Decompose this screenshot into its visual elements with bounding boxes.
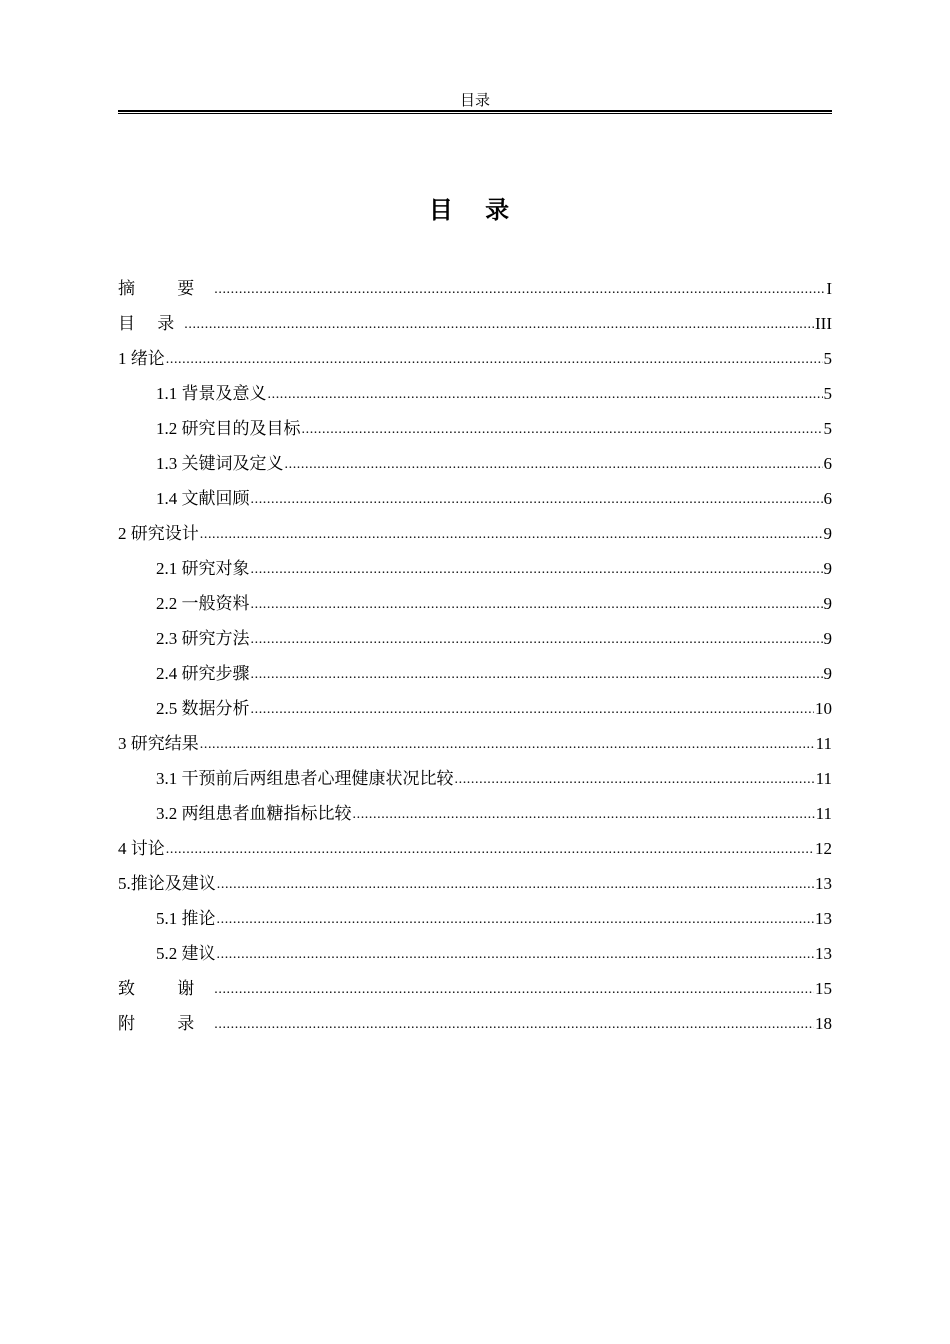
- toc-entry-page: 5: [823, 384, 832, 403]
- toc-entry-page: 5: [823, 349, 832, 368]
- toc-entry-page: 6: [823, 454, 832, 473]
- toc-dot-leader: [455, 765, 815, 793]
- header-rule: [118, 110, 832, 112]
- toc-entry-label: 4 讨论: [118, 839, 165, 858]
- toc-entry[interactable]: [118, 311, 832, 346]
- toc-entry-label: 2.1 研究对象: [156, 559, 250, 578]
- toc-entry[interactable]: [118, 801, 832, 836]
- toc-entry[interactable]: [118, 416, 832, 451]
- toc-dot-leader: [214, 1010, 814, 1038]
- toc-entry[interactable]: [118, 941, 832, 976]
- toc-entry[interactable]: [118, 906, 832, 941]
- toc-entry[interactable]: [118, 731, 832, 766]
- toc-entry-page: 9: [823, 664, 832, 683]
- toc-dot-leader: [285, 450, 823, 478]
- header-rule-thin: [118, 113, 832, 114]
- toc-entry-label: 2.2 一般资料: [156, 594, 250, 613]
- toc-dot-leader: [200, 730, 815, 758]
- toc-entry[interactable]: [118, 521, 832, 556]
- toc-entry[interactable]: [118, 661, 832, 696]
- toc-dot-leader: [268, 380, 823, 408]
- toc-entry[interactable]: [118, 871, 832, 906]
- toc-dot-leader: [200, 520, 823, 548]
- toc-entry-label: 摘 要: [118, 279, 214, 298]
- toc-entry-label: 2.5 数据分析: [156, 699, 250, 718]
- toc-dot-leader: [251, 485, 823, 513]
- toc-entry[interactable]: [118, 381, 832, 416]
- toc-entry-page: 10: [815, 699, 832, 718]
- table-of-contents: [118, 276, 832, 1046]
- toc-entry-label: 5.1 推论: [156, 909, 216, 928]
- toc-entry-page: I: [826, 279, 832, 298]
- toc-entry-label: 致 谢: [118, 979, 214, 998]
- toc-dot-leader: [214, 975, 814, 1003]
- toc-entry-label: 1.1 背景及意义: [156, 384, 267, 403]
- toc-dot-leader: [251, 660, 823, 688]
- toc-dot-leader: [217, 870, 814, 898]
- toc-entry-page: 11: [815, 734, 832, 753]
- toc-dot-leader: [251, 555, 823, 583]
- toc-entry-label: 1 绪论: [118, 349, 165, 368]
- page-title: 目 录: [428, 196, 522, 224]
- toc-dot-leader: [217, 940, 815, 968]
- toc-entry-page: 9: [823, 629, 832, 648]
- toc-entry-label: 5.推论及建议: [118, 874, 216, 893]
- toc-dot-leader: [214, 275, 825, 303]
- toc-entry-page: 15: [815, 979, 832, 998]
- toc-entry-label: 5.2 建议: [156, 944, 216, 963]
- toc-entry[interactable]: [118, 346, 832, 381]
- toc-entry[interactable]: [118, 836, 832, 871]
- toc-dot-leader: [302, 415, 823, 443]
- toc-dot-leader: [166, 345, 823, 373]
- toc-entry-label: 2.3 研究方法: [156, 629, 250, 648]
- toc-dot-leader: [251, 625, 823, 653]
- toc-entry-label: 1.4 文献回顾: [156, 489, 250, 508]
- toc-entry-page: 13: [815, 874, 832, 893]
- toc-entry-label: 3.1 干预前后两组患者心理健康状况比较: [156, 769, 454, 788]
- toc-entry-label: 目 录: [118, 314, 184, 333]
- toc-entry-label: 2.4 研究步骤: [156, 664, 250, 683]
- toc-entry-page: III: [815, 314, 832, 333]
- toc-entry-page: 13: [815, 944, 832, 963]
- toc-entry[interactable]: [118, 626, 832, 661]
- toc-dot-leader: [353, 800, 815, 828]
- toc-entry[interactable]: [118, 1011, 832, 1046]
- toc-entry-page: 9: [823, 524, 832, 543]
- toc-entry-label: 3.2 两组患者血糖指标比较: [156, 804, 352, 823]
- toc-entry-page: 18: [815, 1014, 832, 1033]
- toc-entry[interactable]: [118, 486, 832, 521]
- toc-entry[interactable]: [118, 276, 832, 311]
- toc-dot-leader: [184, 310, 814, 338]
- toc-entry[interactable]: [118, 696, 832, 731]
- toc-entry-page: 12: [815, 839, 832, 858]
- toc-entry-label: 2 研究设计: [118, 524, 199, 543]
- toc-entry-page: 5: [823, 419, 832, 438]
- toc-dot-leader: [166, 835, 814, 863]
- toc-entry-page: 13: [815, 909, 832, 928]
- toc-entry-page: 11: [815, 769, 832, 788]
- toc-entry-label: 3 研究结果: [118, 734, 199, 753]
- toc-entry-page: 9: [823, 559, 832, 578]
- toc-entry-page: 11: [815, 804, 832, 823]
- toc-entry-label: 1.3 关键词及定义: [156, 454, 284, 473]
- toc-dot-leader: [251, 695, 815, 723]
- toc-entry[interactable]: [118, 766, 832, 801]
- toc-entry[interactable]: [118, 451, 832, 486]
- toc-dot-leader: [251, 590, 823, 618]
- toc-dot-leader: [217, 905, 815, 933]
- toc-entry-page: 9: [823, 594, 832, 613]
- toc-entry-label: 1.2 研究目的及目标: [156, 419, 301, 438]
- toc-entry-label: 附 录: [118, 1014, 214, 1033]
- toc-entry[interactable]: [118, 556, 832, 591]
- toc-entry-page: 6: [823, 489, 832, 508]
- running-header: 目录: [459, 93, 490, 109]
- toc-entry[interactable]: [118, 976, 832, 1011]
- toc-entry[interactable]: [118, 591, 832, 626]
